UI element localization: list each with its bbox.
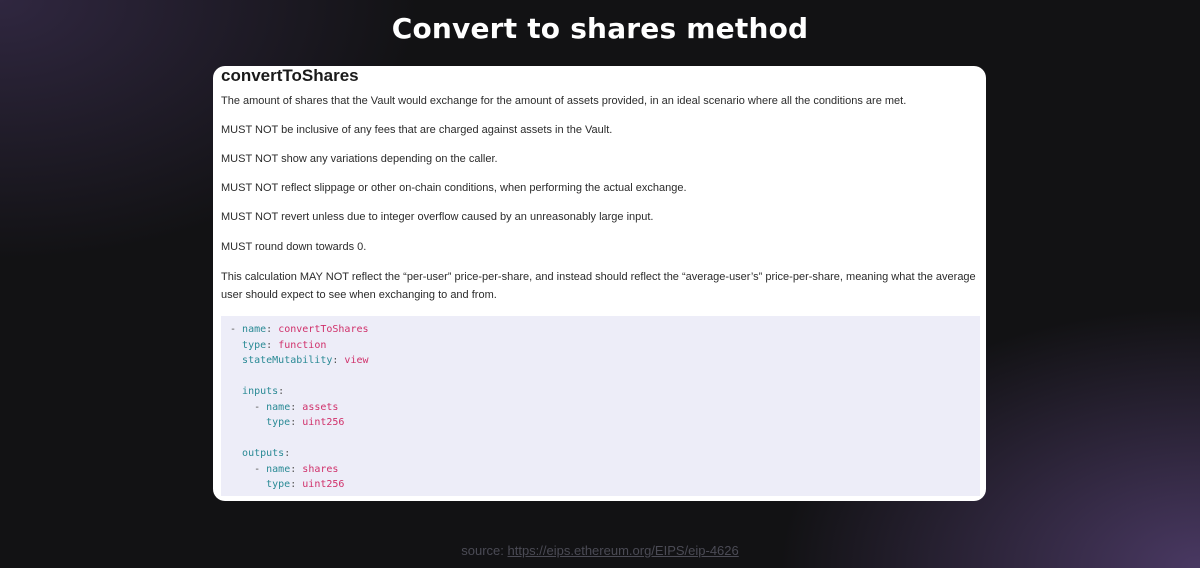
code-key: type bbox=[242, 339, 267, 351]
code-colon: : bbox=[278, 386, 285, 397]
code-colon: : bbox=[290, 401, 297, 413]
code-line bbox=[230, 353, 980, 369]
code-line bbox=[230, 322, 980, 338]
code-line bbox=[230, 415, 980, 431]
code-colon: : bbox=[290, 479, 297, 490]
code-key: outputs bbox=[242, 448, 285, 459]
code-line bbox=[230, 446, 980, 462]
code-value: uint256 bbox=[302, 479, 345, 490]
code-colon: : bbox=[284, 448, 291, 459]
code-key: inputs bbox=[242, 386, 279, 397]
source-prefix: source: bbox=[461, 543, 508, 558]
code-colon: : bbox=[266, 339, 273, 351]
code-colon: : bbox=[290, 417, 297, 428]
code-dash: - bbox=[254, 463, 267, 475]
code-key: type bbox=[266, 479, 291, 490]
code-line bbox=[230, 477, 980, 493]
doc-paragraph: MUST NOT be inclusive of any fees that are charged against assets in the Vault. bbox=[221, 124, 613, 136]
code-key: name bbox=[266, 401, 291, 413]
doc-card bbox=[213, 66, 986, 501]
doc-paragraph: MUST NOT revert unless due to integer overflow caused by an unreasonably large input. bbox=[221, 211, 654, 223]
doc-title-wrap bbox=[221, 66, 359, 86]
code-value: function bbox=[278, 339, 327, 351]
code-line bbox=[230, 338, 980, 354]
code-key: stateMutability bbox=[242, 355, 333, 366]
code-key: name bbox=[242, 324, 267, 335]
code-line bbox=[230, 462, 980, 478]
code-value: shares bbox=[302, 463, 339, 475]
code-line bbox=[230, 369, 980, 385]
code-key: name bbox=[266, 463, 291, 475]
doc-paragraph: MUST round down towards 0. bbox=[221, 241, 367, 253]
code-value: convertToShares bbox=[278, 324, 369, 335]
source-link[interactable]: https://eips.ethereum.org/EIPS/eip-4626 bbox=[507, 543, 739, 558]
code-dash: - bbox=[230, 324, 243, 335]
code-value: assets bbox=[302, 401, 339, 413]
page-headline: Convert to shares method bbox=[391, 12, 809, 45]
doc-paragraph: MUST NOT reflect slippage or other on-chain conditions, when performing the actual exchange. bbox=[221, 182, 687, 194]
code-line bbox=[230, 431, 980, 447]
code-colon: : bbox=[290, 463, 297, 475]
doc-paragraph: The amount of shares that the Vault would exchange for the amount of assets provided, in an ideal scenario where all the conditions are met. bbox=[221, 95, 907, 107]
code-line bbox=[230, 384, 980, 400]
code-key: type bbox=[266, 417, 291, 428]
code-colon: : bbox=[266, 324, 273, 335]
doc-paragraph: This calculation MAY NOT reflect the “per-user” price-per-share, and instead should reflect the “average-user’s” price-per-share, meaning what the average user should expect to see when exchanging to and from. bbox=[221, 271, 976, 301]
code-line bbox=[230, 400, 980, 416]
source-line bbox=[0, 543, 1200, 558]
code-colon: : bbox=[332, 355, 339, 366]
code-dash: - bbox=[254, 401, 267, 413]
doc-title: convertToShares bbox=[221, 66, 359, 85]
code-block bbox=[221, 316, 980, 496]
code-value: view bbox=[344, 355, 369, 366]
code-value: uint256 bbox=[302, 417, 345, 428]
doc-paragraph: MUST NOT show any variations depending on the caller. bbox=[221, 153, 498, 165]
